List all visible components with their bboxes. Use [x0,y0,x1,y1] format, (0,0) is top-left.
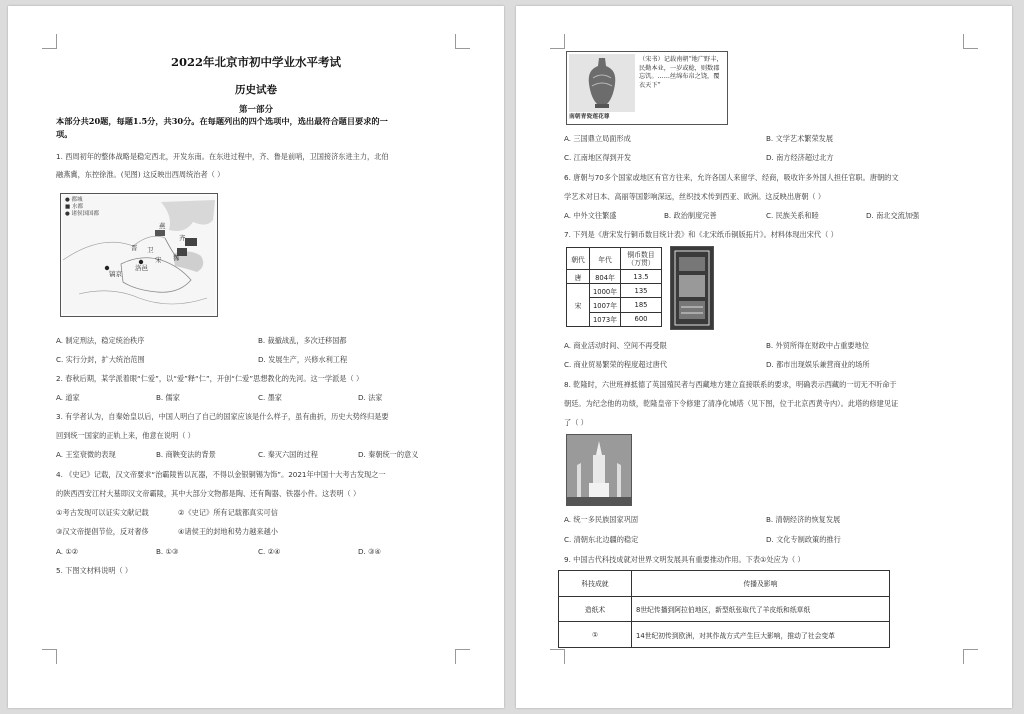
option-b: B. 文学艺术繁荣发展 [766,134,834,143]
crop-mark [550,34,565,49]
table-cell: 唐 [567,270,590,284]
question-text: 1. 西周初年的整体战略是稳定西北，开发东南。在东进过程中，齐、鲁是前哨，卫国接济东进主力，北伯 [56,152,389,161]
map-label: 宋 [155,256,162,264]
crop-mark [42,34,57,49]
paper-money-print-image [670,246,714,330]
question-text: 3. 有学者认为，自秦始皇以后，中国人明白了自己的国家应该是什么样子，虽有曲折，历史大势终归是要 [56,412,389,421]
table-header-cell: 传播及影响 [632,571,890,597]
option-d: D. 文化专制政策的推行 [766,535,841,544]
table-cell: 造纸术 [559,596,632,622]
option-a: A. 三国鼎立局面形成 [564,134,631,143]
part-heading: 第一部分 [238,105,273,115]
instruction-line: 本部分共20题，每题1.5分，共30分。在每题列出的四个选项中，选出最符合题目要求的一 [56,116,388,126]
q5-figure [566,51,728,125]
table-header-cell: 朝代 [567,248,590,270]
table-header-cell: 年代 [590,248,621,270]
question-text: 2. 春秋后期，某学派着眼“仁爱”，以“爱”释“仁”，开创“仁爱”思想教化的先河。这一学派是（ ） [56,374,364,383]
map-legend-item: ■ 水都 [65,204,83,210]
map-label: 镐京 [109,270,122,278]
table-row [567,270,662,284]
question-text: 学艺术对日本、高丽等国影响深远，丝织技术传到西亚、欧洲。这反映出唐朝（ ） [564,192,826,201]
table-cell: 1007年 [590,298,621,312]
crop-mark [550,649,565,664]
option-a: A. 制定刑法，稳定统治秩序 [56,336,145,345]
question-text: 8. 乾隆时，六世班禅抵德了英国殖民者与西藏地方建立直接联系的要求，明确表示西藏的一切无不听命于 [564,380,897,389]
option-d: D. 南方经济超过北方 [766,153,834,162]
option-b: B. 儒家 [156,393,180,402]
option-c: C. 江南地区得到开发 [564,153,632,162]
option-b: B. 外贸所得在财政中占重要地位 [766,341,869,350]
table-header-row [567,248,662,270]
crop-mark [963,649,978,664]
map-label: 晋 [131,244,138,252]
document-page-right [516,6,1012,708]
option-b: B. 政治制度完善 [664,211,717,220]
option-a: A. 统一多民族国家巩固 [564,515,639,524]
option-d: D. 南北交流加强 [866,211,920,220]
table-cell: 185 [621,298,662,312]
option-d: D. 都市出现娱乐兼营商业的场所 [766,360,870,369]
option-c: C. ②④ [258,547,281,556]
table-cell: ① [559,622,632,648]
option-a: A. 王室衰微的表现 [56,450,116,459]
table-cell: 135 [621,284,662,298]
map-label: 鲁 [173,254,180,262]
map-label: 燕 [159,222,166,230]
table-cell: 804年 [590,270,621,284]
question-text: 6. 唐朝与70多个国家或地区有官方往来，允许各国人来留学、经商，吸收许多外国人担任官职。唐朝的文 [564,173,899,182]
option-b: B. ①③ [156,547,179,556]
question-text: 了（ ） [564,418,588,427]
technology-table [558,570,890,648]
question-text: 的陕西西安江村大墓即汉文帝霸陵，其中大部分文物都是陶、还有陶器、铁器小件。这表明（ ） [56,489,361,498]
table-header-row [559,571,890,597]
table-header-cell: 科技成就 [559,571,632,597]
question-text: 5. 下图文材料说明（ ） [56,566,133,575]
table-cell: 1000年 [590,284,621,298]
option-b: B. 裁撤战乱，多次迁移国都 [258,336,347,345]
table-cell: 600 [621,312,662,326]
option-c: C. 清朝东北边疆的稳定 [564,535,639,544]
option-a: A. 中外文往繁盛 [564,211,617,220]
crop-mark [455,34,470,49]
map-label: 卫 [147,246,154,254]
table-cell: 1073年 [590,312,621,326]
option-c: C. 实行分封，扩大统治范围 [56,355,145,364]
option-c: C. 秦灭六国的过程 [258,450,318,459]
table-row [559,596,890,622]
option-d: D. ③④ [358,547,381,556]
question-text: 9. 中国古代科技成就对世界文明发展具有重要推动作用。下表①处应为（ ） [564,555,805,564]
table-cell: 14世纪初传到欧洲，对其作战方式产生巨大影响，推动了社会变革 [632,622,890,648]
map-label: 齐 [179,234,186,242]
statement: ④诸侯王的封地和势力越来越小 [178,527,278,536]
option-b: B. 清朝经济的恢复发展 [766,515,841,524]
table-row [559,622,890,648]
q5-quote: （宋书）记载南朝“地广野丰，民勤本业，一岁或稔，则数郡忘饥。……丝绵布帛之饶，覆衣天下” [639,56,723,89]
crop-mark [455,649,470,664]
option-d: D. 发展生产，兴修水利工程 [258,355,348,364]
question-text: 融燕冀，东控徐淮。(见图) 这反映出西周统治者（ ） [56,170,225,179]
statement: ③汉文帝提倡节俭，反对奢侈 [56,527,149,536]
table-header-cell: 铜币数目（万贯） [621,248,662,270]
table-cell: 宋 [567,284,590,327]
question-text: 4. 《史记》记载，汉文帝要求“治霸陵皆以瓦器，不得以金银铜锡为饰”。2021年中国十大考古发现之一 [56,470,386,479]
map-legend-item: ● 都城 [65,197,83,203]
question-text: 回到统一国家的正轨上来，他意在说明（ ） [56,431,195,440]
exam-subtitle: 历史试卷 [235,84,277,96]
option-d: D. 法家 [358,393,383,402]
question-text: 朝廷。为纪念他的功绩，乾隆皇帝下令修建了清净化城塔（见下图，位于北京西黄寺内）。此塔的修建见证 [564,399,899,408]
figure-caption: 南朝青瓷莲花尊 [569,114,610,120]
document-page-left [8,6,504,708]
pagoda-photo [566,434,632,506]
option-a: A. 商业活动时间、空间不再受限 [564,341,667,350]
table-row [567,284,662,298]
option-a: A. 道家 [56,393,80,402]
map-legend-item: ● 诸侯国国都 [65,211,100,217]
map-label: 洛邑 [135,264,148,272]
lotus-vase-image [569,54,635,112]
option-c: C. 墨家 [258,393,282,402]
table-cell: 8世纪传播到阿拉伯地区，新型纸张取代了羊皮纸和纸草纸 [632,596,890,622]
exam-title: 2022年北京市初中学业水平考试 [170,55,341,69]
table-cell: 13.5 [621,270,662,284]
statement: ①考古发现可以证实文献记载 [56,508,149,517]
instruction-line: 项。 [56,129,73,139]
option-d: D. 秦朝统一的意义 [358,450,419,459]
option-c: C. 民族关系和睦 [766,211,819,220]
crop-mark [42,649,57,664]
statement: ②《史记》所有记载都真实可信 [178,508,278,517]
option-a: A. ①② [56,547,79,556]
western-zhou-map [60,193,218,317]
crop-mark [963,34,978,49]
question-text: 7. 下列是《唐宋发行铜币数目统计表》和《北宋纸币铜版拓片》。材料体现出宋代（ ） [564,230,838,239]
option-b: B. 商鞅变法的背景 [156,450,216,459]
option-c: C. 商业贸易繁荣的程度超过唐代 [564,360,668,369]
copper-coin-table [566,247,662,327]
